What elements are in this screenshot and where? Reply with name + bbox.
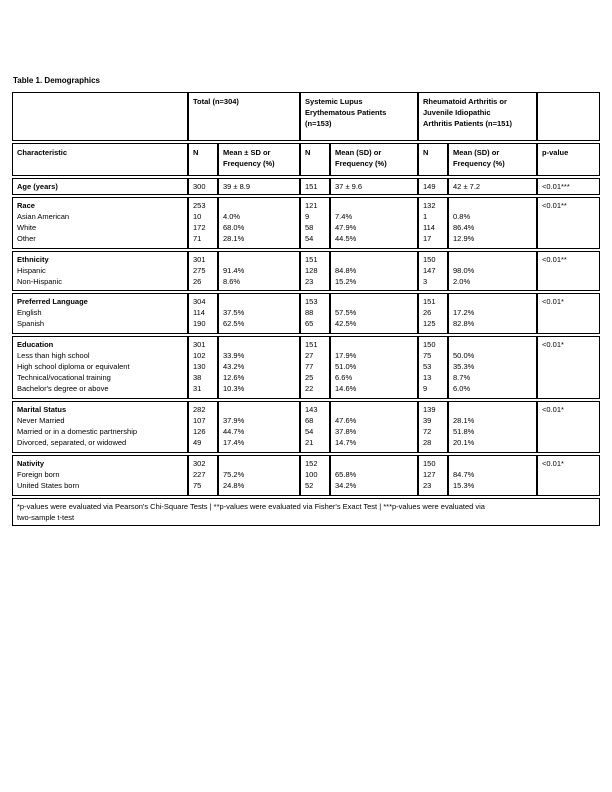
cell-line: 253 (193, 201, 206, 210)
cell-line: 304 (193, 297, 206, 306)
blank-header-cell (12, 92, 188, 141)
cell-line: 75.2% (223, 470, 245, 479)
characteristic-header (12, 143, 188, 176)
cell-line: 10.3% (223, 384, 245, 393)
cell-line: 57.5% (335, 308, 357, 317)
footnote-line: *p-values were evaluated via Pearson's Chi-Square Tests | **p-values were evaluated via Fisher's Exact Test | ***p-values were evaluated via (17, 502, 485, 511)
cell-line: 86.4% (453, 223, 475, 232)
table-row (12, 455, 600, 496)
footnote-cell (12, 498, 600, 526)
total-n-cell (188, 455, 218, 496)
group-header-row (12, 92, 600, 141)
cell-line: 151 (305, 340, 318, 349)
cell-line: 150 (423, 340, 436, 349)
ra-value-cell (448, 401, 537, 453)
cell-line: 53 (423, 362, 432, 371)
cell-line: 15.3% (453, 481, 475, 490)
sle-n-cell (300, 293, 330, 334)
cell-line: 13 (423, 373, 432, 382)
row-sub-label: Spanish (17, 319, 45, 328)
row-label: Ethnicity (17, 255, 49, 264)
p-value: <0.01* (542, 297, 564, 306)
cell-line: 23 (423, 481, 432, 490)
cell-line: 14.7% (335, 438, 357, 447)
total-mean-header (218, 143, 300, 176)
cell-line: 51.8% (453, 427, 475, 436)
cell-line: 49 (193, 438, 202, 447)
cell-line: 28 (423, 438, 432, 447)
group-header-line: (n=153) (305, 119, 332, 128)
cell-line (223, 296, 295, 307)
row-label: Marital Status (17, 405, 67, 414)
cell-line: 132 (423, 201, 436, 210)
group-header-line: Rheumatoid Arthritis or (423, 97, 507, 106)
cell-line: 0.8% (453, 212, 471, 221)
row-sub-label: Non-Hispanic (17, 277, 63, 286)
cell-line: 190 (193, 319, 206, 328)
table-row (12, 401, 600, 453)
cell-line: 42.5% (335, 319, 357, 328)
row-sub-label: High school diploma or equivalent (17, 362, 130, 371)
cell-line: 12.9% (453, 234, 475, 243)
cell-line: 127 (423, 470, 436, 479)
row-sub-label: White (17, 223, 37, 232)
cell-line (223, 404, 295, 415)
pvalue-header (537, 143, 600, 176)
cell-line (453, 254, 532, 265)
row-sub-label: Foreign born (17, 470, 60, 479)
p-value-cell (537, 336, 600, 399)
cell-line (223, 339, 295, 350)
total-n-cell (188, 178, 218, 195)
cell-line: 39 ± 8.9 (223, 182, 251, 191)
row-label: Education (17, 340, 54, 349)
cell-line (453, 458, 532, 469)
cell-line: 20.1% (453, 438, 475, 447)
cell-line: 91.4% (223, 266, 245, 275)
cell-line: 114 (423, 223, 435, 232)
cell-line: 44.5% (335, 234, 357, 243)
row-sub-label: Hispanic (17, 266, 46, 275)
row-sub-label: Asian American (17, 212, 70, 221)
cell-line: 153 (305, 297, 318, 306)
ra-value-cell (448, 336, 537, 399)
cell-line (453, 296, 532, 307)
cell-line: 58 (305, 223, 314, 232)
cell-line: 88 (305, 308, 314, 317)
total-n-header (188, 143, 218, 176)
sle-value-cell (330, 401, 418, 453)
cell-line: 21 (305, 438, 314, 447)
cell-line: 102 (193, 351, 206, 360)
cell-line: 34.2% (335, 481, 357, 490)
ra-value-cell (448, 178, 537, 195)
row-sub-label: Divorced, separated, or widowed (17, 438, 127, 447)
row-sub-label: Married or in a domestic partnership (17, 427, 138, 436)
ra-n-cell (418, 336, 448, 399)
cell-line: 68 (305, 416, 314, 425)
cell-line: 172 (193, 223, 206, 232)
characteristic-cell (12, 197, 188, 249)
cell-line: 227 (193, 470, 206, 479)
column-header-label: N (305, 148, 311, 157)
cell-line: 151 (305, 255, 318, 264)
cell-line: 125 (423, 319, 436, 328)
pvalue-blank-header-cell (537, 92, 600, 141)
cell-line (335, 254, 413, 265)
p-value: <0.01* (542, 340, 564, 349)
cell-line: 15.2% (335, 277, 357, 286)
table-row (12, 178, 600, 195)
cell-line: 82.8% (453, 319, 475, 328)
cell-line: 121 (305, 201, 318, 210)
row-sub-label: Technical/vocational training (17, 373, 111, 382)
cell-line (335, 296, 413, 307)
p-value-cell (537, 293, 600, 334)
column-header-label: Characteristic (17, 148, 68, 157)
total-n-cell (188, 293, 218, 334)
column-header-label: Frequency (%) (335, 159, 387, 168)
cell-line: 62.5% (223, 319, 245, 328)
cell-line: 75 (193, 481, 202, 490)
column-header-label: Mean (SD) or (453, 148, 500, 157)
cell-line: 37 ± 9.6 (335, 182, 363, 191)
cell-line: 26 (193, 277, 202, 286)
cell-line: 12.6% (223, 373, 245, 382)
cell-line: 84.8% (335, 266, 357, 275)
column-header-label: Mean (SD) or (335, 148, 382, 157)
footnote-row (12, 498, 600, 526)
footnote-line: two-sample t-test (17, 513, 75, 522)
column-header-label: Frequency (%) (223, 159, 275, 168)
p-value: <0.01** (542, 255, 567, 264)
cell-line: 27 (305, 351, 314, 360)
characteristic-cell (12, 336, 188, 399)
cell-line: 22 (305, 384, 314, 393)
cell-line (335, 458, 413, 469)
cell-line: 47.6% (335, 416, 357, 425)
cell-line: 301 (193, 255, 206, 264)
cell-line (223, 200, 295, 211)
cell-line: 54 (305, 427, 314, 436)
row-sub-label: English (17, 308, 42, 317)
sle-n-cell (300, 455, 330, 496)
total-group-header (188, 92, 300, 141)
cell-line: 17.9% (335, 351, 357, 360)
sle-value-cell (330, 251, 418, 291)
cell-line: 84.7% (453, 470, 475, 479)
group-header-line: Erythematous Patients (305, 108, 387, 117)
ra-n-cell (418, 251, 448, 291)
cell-line: 25 (305, 373, 314, 382)
sle-value-cell (330, 197, 418, 249)
characteristic-cell (12, 178, 188, 195)
column-header-label: Mean ± SD or (223, 148, 271, 157)
cell-line: 24.8% (223, 481, 245, 490)
cell-line: 107 (193, 416, 206, 425)
cell-line: 6.6% (335, 373, 353, 382)
cell-line: 152 (305, 459, 318, 468)
table-row (12, 197, 600, 249)
table-row (12, 336, 600, 399)
cell-line: 98.0% (453, 266, 475, 275)
sle-value-cell (330, 455, 418, 496)
ra-mean-header (448, 143, 537, 176)
cell-line (223, 458, 295, 469)
ra-value-cell (448, 197, 537, 249)
cell-line: 7.4% (335, 212, 353, 221)
sle-n-cell (300, 178, 330, 195)
cell-line: 14.6% (335, 384, 357, 393)
ra-n-header (418, 143, 448, 176)
column-header-row (12, 143, 600, 176)
group-header-line: Juvenile Idiopathic (423, 108, 491, 117)
cell-line: 149 (423, 182, 436, 191)
cell-line: 2.0% (453, 277, 471, 286)
row-sub-label: Other (17, 234, 36, 243)
p-value: <0.01** (542, 201, 567, 210)
cell-line: 302 (193, 459, 206, 468)
ra-n-cell (418, 455, 448, 496)
characteristic-cell (12, 293, 188, 334)
row-sub-label: Less than high school (17, 351, 90, 360)
group-header-line: Total (n=304) (193, 97, 239, 106)
cell-line: 150 (423, 255, 436, 264)
cell-line: 8.7% (453, 373, 471, 382)
p-value: <0.01* (542, 459, 564, 468)
cell-line (453, 339, 532, 350)
cell-line: 6.0% (453, 384, 471, 393)
p-value: <0.01* (542, 405, 564, 414)
cell-line: 28.1% (453, 416, 475, 425)
cell-line: 65 (305, 319, 314, 328)
cell-line: 275 (193, 266, 206, 275)
ra-value-cell (448, 251, 537, 291)
p-value-cell (537, 401, 600, 453)
cell-line: 17.2% (453, 308, 475, 317)
cell-line (453, 200, 532, 211)
table-row (12, 251, 600, 291)
cell-line: 126 (193, 427, 206, 436)
cell-line: 54 (305, 234, 314, 243)
cell-line: 17 (423, 234, 432, 243)
cell-line: 37.8% (335, 427, 357, 436)
table-body (12, 178, 600, 496)
cell-line: 77 (305, 362, 314, 371)
row-sub-label: Never Married (17, 416, 65, 425)
ra-n-cell (418, 401, 448, 453)
cell-line (453, 404, 532, 415)
total-value-cell (218, 401, 300, 453)
row-sub-label: United States born (17, 481, 80, 490)
sle-value-cell (330, 336, 418, 399)
characteristic-cell (12, 455, 188, 496)
p-value-cell (537, 197, 600, 249)
cell-line: 44.7% (223, 427, 245, 436)
cell-line: 10 (193, 212, 202, 221)
sle-mean-header (330, 143, 418, 176)
row-sub-label: Bachelor's degree or above (17, 384, 109, 393)
sle-n-cell (300, 336, 330, 399)
cell-line: 300 (193, 182, 206, 191)
total-n-cell (188, 197, 218, 249)
demographics-table (12, 90, 600, 528)
ra-n-cell (418, 293, 448, 334)
characteristic-cell (12, 251, 188, 291)
row-label: Preferred Language (17, 297, 88, 306)
cell-line: 23 (305, 277, 314, 286)
cell-line: 43.2% (223, 362, 245, 371)
cell-line: 75 (423, 351, 432, 360)
cell-line (335, 200, 413, 211)
cell-line (223, 254, 295, 265)
cell-line: 26 (423, 308, 432, 317)
column-header-label: N (423, 148, 429, 157)
column-header-label: Frequency (%) (453, 159, 505, 168)
cell-line: 47.9% (335, 223, 357, 232)
p-value: <0.01*** (542, 182, 570, 191)
cell-line (335, 339, 413, 350)
cell-line: 282 (193, 405, 206, 414)
column-header-label: N (193, 148, 199, 157)
group-header-line: Arthritis Patients (n=151) (423, 119, 512, 128)
sle-n-cell (300, 197, 330, 249)
total-value-cell (218, 251, 300, 291)
cell-line: 4.0% (223, 212, 241, 221)
total-value-cell (218, 197, 300, 249)
cell-line: 38 (193, 373, 202, 382)
cell-line: 151 (305, 182, 318, 191)
total-value-cell (218, 455, 300, 496)
cell-line: 9 (423, 384, 428, 393)
ra-n-cell (418, 197, 448, 249)
row-label: Nativity (17, 459, 45, 468)
sle-value-cell (330, 293, 418, 334)
cell-line: 33.9% (223, 351, 245, 360)
cell-line: 147 (423, 266, 436, 275)
total-value-cell (218, 178, 300, 195)
row-label: Age (years) (17, 182, 58, 191)
cell-line: 39 (423, 416, 432, 425)
cell-line (335, 404, 413, 415)
cell-line: 35.3% (453, 362, 475, 371)
cell-line: 71 (193, 234, 202, 243)
cell-line: 17.4% (223, 438, 245, 447)
cell-line: 139 (423, 405, 436, 414)
sle-n-cell (300, 251, 330, 291)
cell-line: 31 (193, 384, 202, 393)
cell-line: 50.0% (453, 351, 475, 360)
cell-line: 52 (305, 481, 314, 490)
total-value-cell (218, 293, 300, 334)
cell-line: 37.5% (223, 308, 245, 317)
row-label: Race (17, 201, 35, 210)
p-value-cell (537, 251, 600, 291)
ra-group-header (418, 92, 537, 141)
cell-line: 51.0% (335, 362, 357, 371)
cell-line: 42 ± 7.2 (453, 182, 481, 191)
cell-line: 151 (423, 297, 436, 306)
cell-line: 128 (305, 266, 318, 275)
cell-line: 68.0% (223, 223, 245, 232)
p-value-cell (537, 178, 600, 195)
cell-line: 114 (193, 308, 205, 317)
cell-line: 65.8% (335, 470, 357, 479)
cell-line: 130 (193, 362, 206, 371)
characteristic-cell (12, 401, 188, 453)
p-value-cell (537, 455, 600, 496)
cell-line: 9 (305, 212, 310, 221)
sle-value-cell (330, 178, 418, 195)
total-n-cell (188, 401, 218, 453)
total-n-cell (188, 251, 218, 291)
cell-line: 8.6% (223, 277, 241, 286)
cell-line: 301 (193, 340, 206, 349)
table-title: Table 1. Demographics (13, 76, 100, 85)
sle-n-cell (300, 401, 330, 453)
cell-line: 143 (305, 405, 318, 414)
cell-line: 28.1% (223, 234, 245, 243)
cell-line: 1 (423, 212, 428, 221)
total-n-cell (188, 336, 218, 399)
cell-line: 100 (305, 470, 318, 479)
cell-line: 37.9% (223, 416, 245, 425)
group-header-line: Systemic Lupus (305, 97, 363, 106)
cell-line: 3 (423, 277, 428, 286)
sle-n-header (300, 143, 330, 176)
column-header-label: p-value (542, 148, 569, 157)
cell-line: 150 (423, 459, 436, 468)
sle-group-header (300, 92, 418, 141)
table-row (12, 293, 600, 334)
cell-line: 72 (423, 427, 432, 436)
ra-value-cell (448, 293, 537, 334)
ra-n-cell (418, 178, 448, 195)
ra-value-cell (448, 455, 537, 496)
total-value-cell (218, 336, 300, 399)
